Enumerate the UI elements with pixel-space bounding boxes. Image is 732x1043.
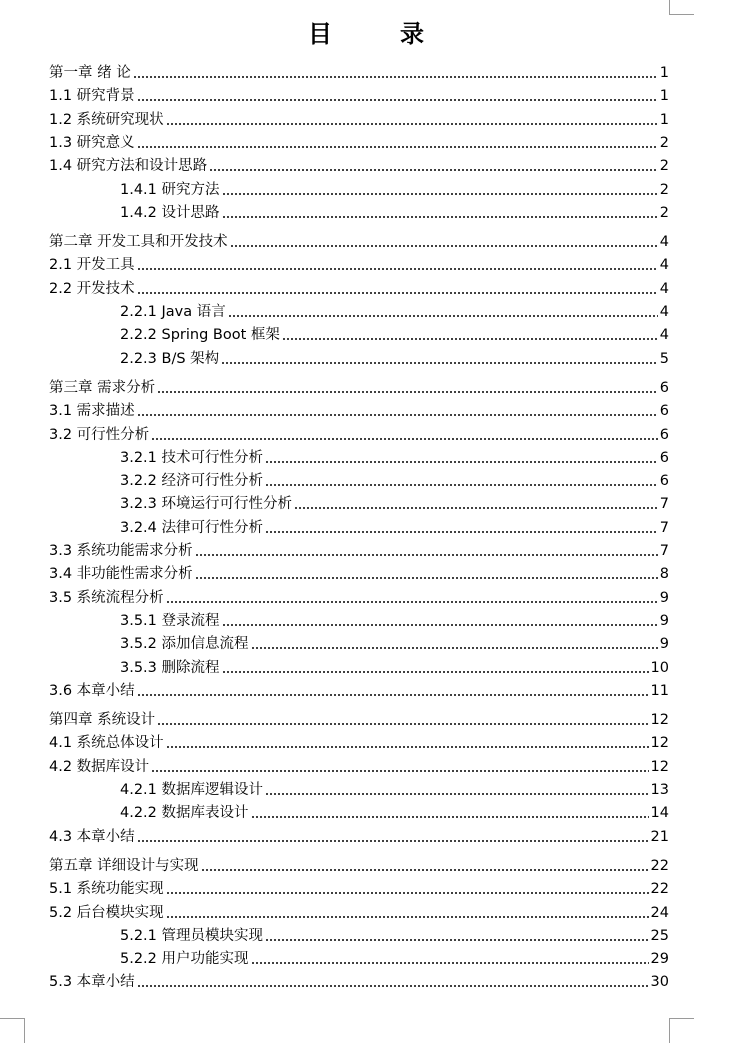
toc-dot-leader: [151, 770, 648, 772]
toc-entry-page-number: 4: [659, 234, 669, 251]
toc-entry-label: 3.2.2 经济可行性分析: [120, 473, 264, 490]
toc-dot-leader: [265, 461, 658, 463]
toc-entry-page-number: 2: [659, 158, 669, 175]
toc-entry-page-number: 25: [650, 927, 669, 944]
toc-entry[interactable]: [49, 85, 669, 107]
toc-dot-leader: [157, 391, 658, 393]
toc-entry[interactable]: [49, 493, 669, 515]
toc-title: 目 录: [308, 20, 446, 48]
page-corner-mark-bottom-right: [669, 1018, 694, 1043]
toc-entry-page-number: 2: [659, 181, 669, 198]
toc-entry-page-number: 9: [659, 612, 669, 629]
toc-entry-page-number: 2: [659, 134, 669, 151]
toc-entry[interactable]: [49, 633, 669, 655]
toc-entry-label: 1.4 研究方法和设计思路: [49, 158, 208, 175]
toc-dot-leader: [137, 694, 649, 696]
toc-dot-leader: [209, 169, 658, 171]
toc-entry-page-number: 8: [659, 566, 669, 583]
toc-entry-label: 5.3 本章小结: [49, 974, 135, 991]
toc-entry-label: 5.2.2 用户功能实现: [120, 951, 249, 968]
toc-entry-page-number: 10: [650, 659, 669, 676]
toc-entry-label: 第二章 开发工具和开发技术: [49, 234, 228, 251]
toc-dot-leader: [222, 193, 658, 195]
toc-dot-leader: [137, 414, 658, 416]
toc-entry-label: 1.3 研究意义: [49, 134, 135, 151]
toc-entry-label: 3.2.4 法律可行性分析: [120, 519, 264, 536]
toc-entry-page-number: 21: [650, 828, 669, 845]
toc-entry-label: 4.2 数据库设计: [49, 758, 150, 775]
toc-dot-leader: [265, 484, 658, 486]
toc-entry[interactable]: [49, 400, 669, 422]
toc-entry-label: 4.1 系统总体设计: [49, 735, 164, 752]
toc-entry-label: 1.1 研究背景: [49, 88, 135, 105]
toc-entry[interactable]: [49, 563, 669, 585]
toc-entry-label: 3.2 可行性分析: [49, 426, 150, 443]
toc-entry-page-number: 2: [659, 204, 669, 221]
toc-dot-leader: [265, 531, 658, 533]
toc-entry[interactable]: [49, 132, 669, 154]
toc-entry-page-number: 9: [659, 636, 669, 653]
toc-entry-page-number: 14: [650, 805, 669, 822]
toc-entry[interactable]: [49, 470, 669, 492]
toc-entry[interactable]: [49, 278, 669, 300]
toc-entry-page-number: 6: [659, 403, 669, 420]
toc-entry-page-number: 7: [659, 519, 669, 536]
toc-entry[interactable]: [49, 680, 669, 702]
toc-entry-page-number: 6: [659, 379, 669, 396]
toc-entry-page-number: 4: [659, 257, 669, 274]
toc-dot-leader: [201, 869, 649, 871]
toc-entry[interactable]: [49, 925, 669, 947]
toc-dot-leader: [228, 315, 658, 317]
toc-dot-leader: [137, 268, 658, 270]
toc-entry-page-number: 12: [650, 758, 669, 775]
toc-entry-label: 4.2.1 数据库逻辑设计: [120, 782, 264, 798]
toc-chapter-entry[interactable]: [49, 855, 669, 877]
toc-entry-label: 4.2.2 数据库表设计: [120, 805, 249, 822]
toc-entry[interactable]: [49, 254, 669, 276]
toc-dot-leader: [251, 647, 658, 649]
toc-dot-leader: [133, 76, 658, 78]
toc-entry-page-number: 5: [659, 350, 669, 367]
toc-dot-leader: [137, 985, 649, 987]
toc-entry-page-number: 24: [650, 904, 669, 921]
page-corner-mark-top-right: [669, 0, 694, 15]
toc-dot-leader: [166, 601, 658, 603]
toc-dot-leader: [222, 671, 649, 673]
toc-dot-leader: [222, 624, 658, 626]
toc-entry[interactable]: [49, 179, 669, 201]
toc-entry[interactable]: [49, 348, 669, 370]
toc-entry-label: 2.2.3 B/S 架构: [120, 350, 220, 367]
toc-dot-leader: [251, 962, 649, 964]
page-corner-mark-bottom-left: [0, 1018, 25, 1043]
toc-entry-label: 1.2 系统研究现状: [49, 111, 164, 128]
toc-dot-leader: [166, 916, 649, 918]
toc-dot-leader: [195, 577, 658, 579]
toc-entry-page-number: 29: [650, 951, 669, 968]
toc-entry[interactable]: [49, 657, 669, 679]
toc-entry[interactable]: [49, 948, 669, 970]
toc-entry[interactable]: [49, 155, 669, 177]
toc-entry[interactable]: [49, 802, 669, 824]
toc-entry-label: 第四章 系统设计: [49, 712, 156, 729]
toc-entry-label: 3.5.1 登录流程: [120, 612, 220, 629]
toc-entry[interactable]: [49, 971, 669, 993]
toc-entry-label: 3.5.2 添加信息流程: [120, 636, 249, 653]
toc-entry-page-number: 6: [659, 449, 669, 466]
toc-entry-page-number: 11: [650, 682, 669, 699]
toc-entry[interactable]: [49, 732, 669, 754]
toc-entry-label: 3.3 系统功能需求分析: [49, 543, 193, 559]
toc-entry-label: 2.2 开发技术: [49, 280, 135, 297]
toc-chapter-entry[interactable]: [49, 709, 669, 731]
toc-entry-label: 2.2.1 Java 语言: [120, 304, 226, 320]
toc-entry-page-number: 9: [659, 589, 669, 606]
toc-entry-page-number: 1: [659, 65, 669, 81]
toc-entry-page-number: 13: [650, 782, 669, 798]
toc-entry[interactable]: [49, 878, 669, 900]
toc-entry-page-number: 1: [659, 88, 669, 105]
toc-entry[interactable]: [49, 587, 669, 609]
toc-entry-label: 2.1 开发工具: [49, 257, 135, 274]
toc-entry[interactable]: [49, 826, 669, 848]
toc-entry-label: 第三章 需求分析: [49, 379, 156, 396]
toc-entry[interactable]: [49, 610, 669, 632]
toc-entry-page-number: 4: [659, 280, 669, 297]
toc-entry-label: 2.2.2 Spring Boot 框架: [120, 327, 280, 344]
toc-entry-label: 3.1 需求描述: [49, 403, 135, 420]
toc-chapter-entry[interactable]: [49, 62, 669, 84]
toc-entry-label: 1.4.1 研究方法: [120, 181, 220, 198]
toc-entry-label: 3.2.3 环境运行可行性分析: [120, 496, 293, 513]
toc-dot-leader: [222, 216, 658, 218]
toc-dot-leader: [230, 245, 658, 247]
toc-entry-label: 3.5.3 删除流程: [120, 659, 220, 676]
toc-entry[interactable]: [49, 540, 669, 562]
toc-dot-leader: [221, 362, 658, 364]
toc-chapter-entry[interactable]: [49, 377, 669, 399]
toc-entry[interactable]: [49, 109, 669, 131]
toc-entry-page-number: 6: [659, 473, 669, 490]
toc-entry-page-number: 1: [659, 111, 669, 128]
toc-dot-leader: [137, 840, 649, 842]
toc-entry-label: 5.1 系统功能实现: [49, 881, 164, 898]
toc-dot-leader: [195, 554, 658, 556]
toc-entry-label: 5.2.1 管理员模块实现: [120, 927, 264, 944]
toc-entry-label: 1.4.2 设计思路: [120, 204, 220, 221]
toc-dot-leader: [166, 892, 649, 894]
toc-dot-leader: [137, 146, 658, 148]
toc-entry[interactable]: [49, 756, 669, 778]
toc-dot-leader: [265, 939, 649, 941]
toc-entry-label: 第五章 详细设计与实现: [49, 857, 199, 874]
toc-entry-page-number: 4: [659, 304, 669, 320]
toc-entry-label: 第一章 绪 论: [49, 65, 131, 81]
toc-entry[interactable]: [49, 902, 669, 924]
toc-entry-page-number: 7: [659, 543, 669, 559]
toc-entry-label: 3.5 系统流程分析: [49, 589, 164, 606]
toc-dot-leader: [265, 793, 649, 795]
toc-dot-leader: [282, 338, 658, 340]
toc-entry-label: 5.2 后台模块实现: [49, 904, 164, 921]
toc-entry-label: 3.6 本章小结: [49, 682, 135, 699]
toc-chapter-entry[interactable]: [49, 231, 669, 253]
toc-entry-page-number: 12: [650, 712, 669, 729]
toc-entry-page-number: 7: [659, 496, 669, 513]
toc-entry-label: 3.2.1 技术可行性分析: [120, 449, 264, 466]
toc-entry[interactable]: [49, 301, 669, 323]
toc-entry-page-number: 22: [650, 857, 669, 874]
toc-entry-page-number: 12: [650, 735, 669, 752]
toc-entry[interactable]: [49, 779, 669, 801]
toc-dot-leader: [137, 99, 658, 101]
toc-entry-page-number: 30: [650, 974, 669, 991]
toc-dot-leader: [137, 292, 658, 294]
toc-entry[interactable]: [49, 517, 669, 539]
toc-entry-page-number: 22: [650, 881, 669, 898]
toc-dot-leader: [166, 746, 649, 748]
toc-entry[interactable]: [49, 202, 669, 224]
toc-dot-leader: [157, 723, 648, 725]
toc-entry[interactable]: [49, 447, 669, 469]
toc-entry[interactable]: [49, 424, 669, 446]
toc-entry[interactable]: [49, 324, 669, 346]
toc-entry-page-number: 4: [659, 327, 669, 344]
toc-dot-leader: [251, 816, 649, 818]
toc-dot-leader: [151, 438, 658, 440]
toc-dot-leader: [294, 507, 658, 509]
toc-entry-page-number: 6: [659, 426, 669, 443]
toc-entry-label: 4.3 本章小结: [49, 828, 135, 845]
toc-dot-leader: [166, 123, 658, 125]
toc-entry-label: 3.4 非功能性需求分析: [49, 566, 193, 583]
